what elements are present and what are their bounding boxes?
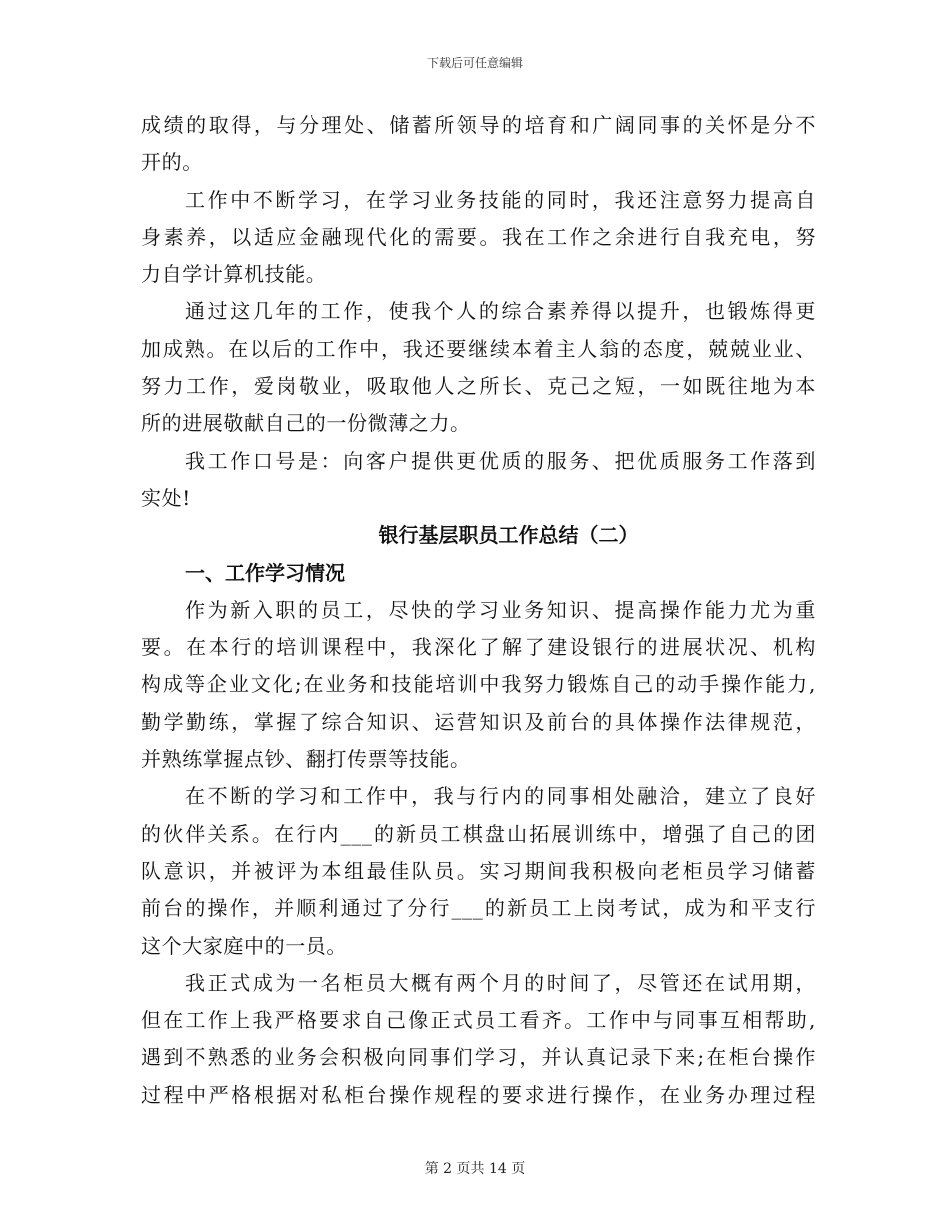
paragraph-line: 但在工作上我严格要求自己像正式员工看齐。工作中与同事互相帮助, (141, 1008, 816, 1033)
section-heading: 一、工作学习情况 (185, 560, 345, 585)
paragraph-line: 构成等企业文化;在业务和技能培训中我努力锻炼自己的动手操作能力, (141, 672, 816, 697)
paragraph-line: 要。在本行的培训课程中，我深化了解了建设银行的进展状况、机构 (141, 635, 816, 660)
paragraph-line: 并熟练掌握点钞、翻打传票等技能。 (141, 747, 471, 772)
paragraph-line: 勤学勤练，掌握了综合知识、运营知识及前台的具体操作法律规范， (141, 709, 816, 734)
paragraph-line: 通过这几年的工作，使我个人的综合素养得以提升，也锻炼得更 (185, 299, 816, 324)
paragraph-line: 这个大家庭中的一员。 (141, 933, 347, 958)
paragraph-line: 前台的操作，并顺利通过了分行___的新员工上岗考试，成为和平支行 (141, 896, 816, 921)
paragraph-line: 作为新入职的员工，尽快的学习业务知识、提高操作能力尤为重 (185, 597, 816, 622)
paragraph-line: 开的。 (141, 150, 203, 175)
paragraph-line: 在不断的学习和工作中，我与行内的同事相处融洽，建立了良好 (185, 784, 816, 809)
paragraph-line: 的伙伴关系。在行内___的新员工棋盘山拓展训练中，增强了自己的团 (141, 821, 816, 846)
paragraph-line: 工作中不断学习，在学习业务技能的同时，我还注意努力提高自 (185, 187, 816, 212)
document-body (141, 107, 816, 1114)
paragraph-line: 身素养，以适应金融现代化的需要。我在工作之余进行自我充电，努 (141, 224, 816, 249)
paragraph-line: 加成熟。在以后的工作中，我还要继续本着主人翁的态度，兢兢业业、 (141, 336, 816, 361)
paragraph-line: 我工作口号是：向客户提供更优质的服务、把优质服务工作落到 (185, 448, 816, 473)
page-footer: 第 2 页共 14 页 (424, 1161, 526, 1177)
paragraph-line: 遇到不熟悉的业务会积极向同事们学习，并认真记录下来;在柜台操作 (141, 1045, 816, 1070)
paragraph-line: 实处! (141, 485, 191, 510)
paragraph-line: 队意识，并被评为本组最佳队员。实习期间我积极向老柜员学习储蓄 (141, 858, 816, 883)
paragraph-line: 我正式成为一名柜员大概有两个月的时间了，尽管还在试用期， (185, 970, 816, 995)
section-title: 银行基层职员工作总结（二） (378, 523, 639, 548)
paragraph-line: 成绩的取得，与分理处、储蓄所领导的培育和广阔同事的关怀是分不 (141, 113, 816, 137)
paragraph-line: 所的进展敬献自己的一份微薄之力。 (141, 411, 471, 436)
paragraph-line: 努力工作，爱岗敬业，吸取他人之所长、克己之短，一如既往地为本 (141, 374, 816, 399)
paragraph-line: 过程中严格根据对私柜台操作规程的要求进行操作，在业务办理过程 (141, 1082, 816, 1107)
page-header: 下载后可任意编辑 (426, 56, 523, 70)
paragraph-line: 力自学计算机技能。 (141, 262, 327, 287)
